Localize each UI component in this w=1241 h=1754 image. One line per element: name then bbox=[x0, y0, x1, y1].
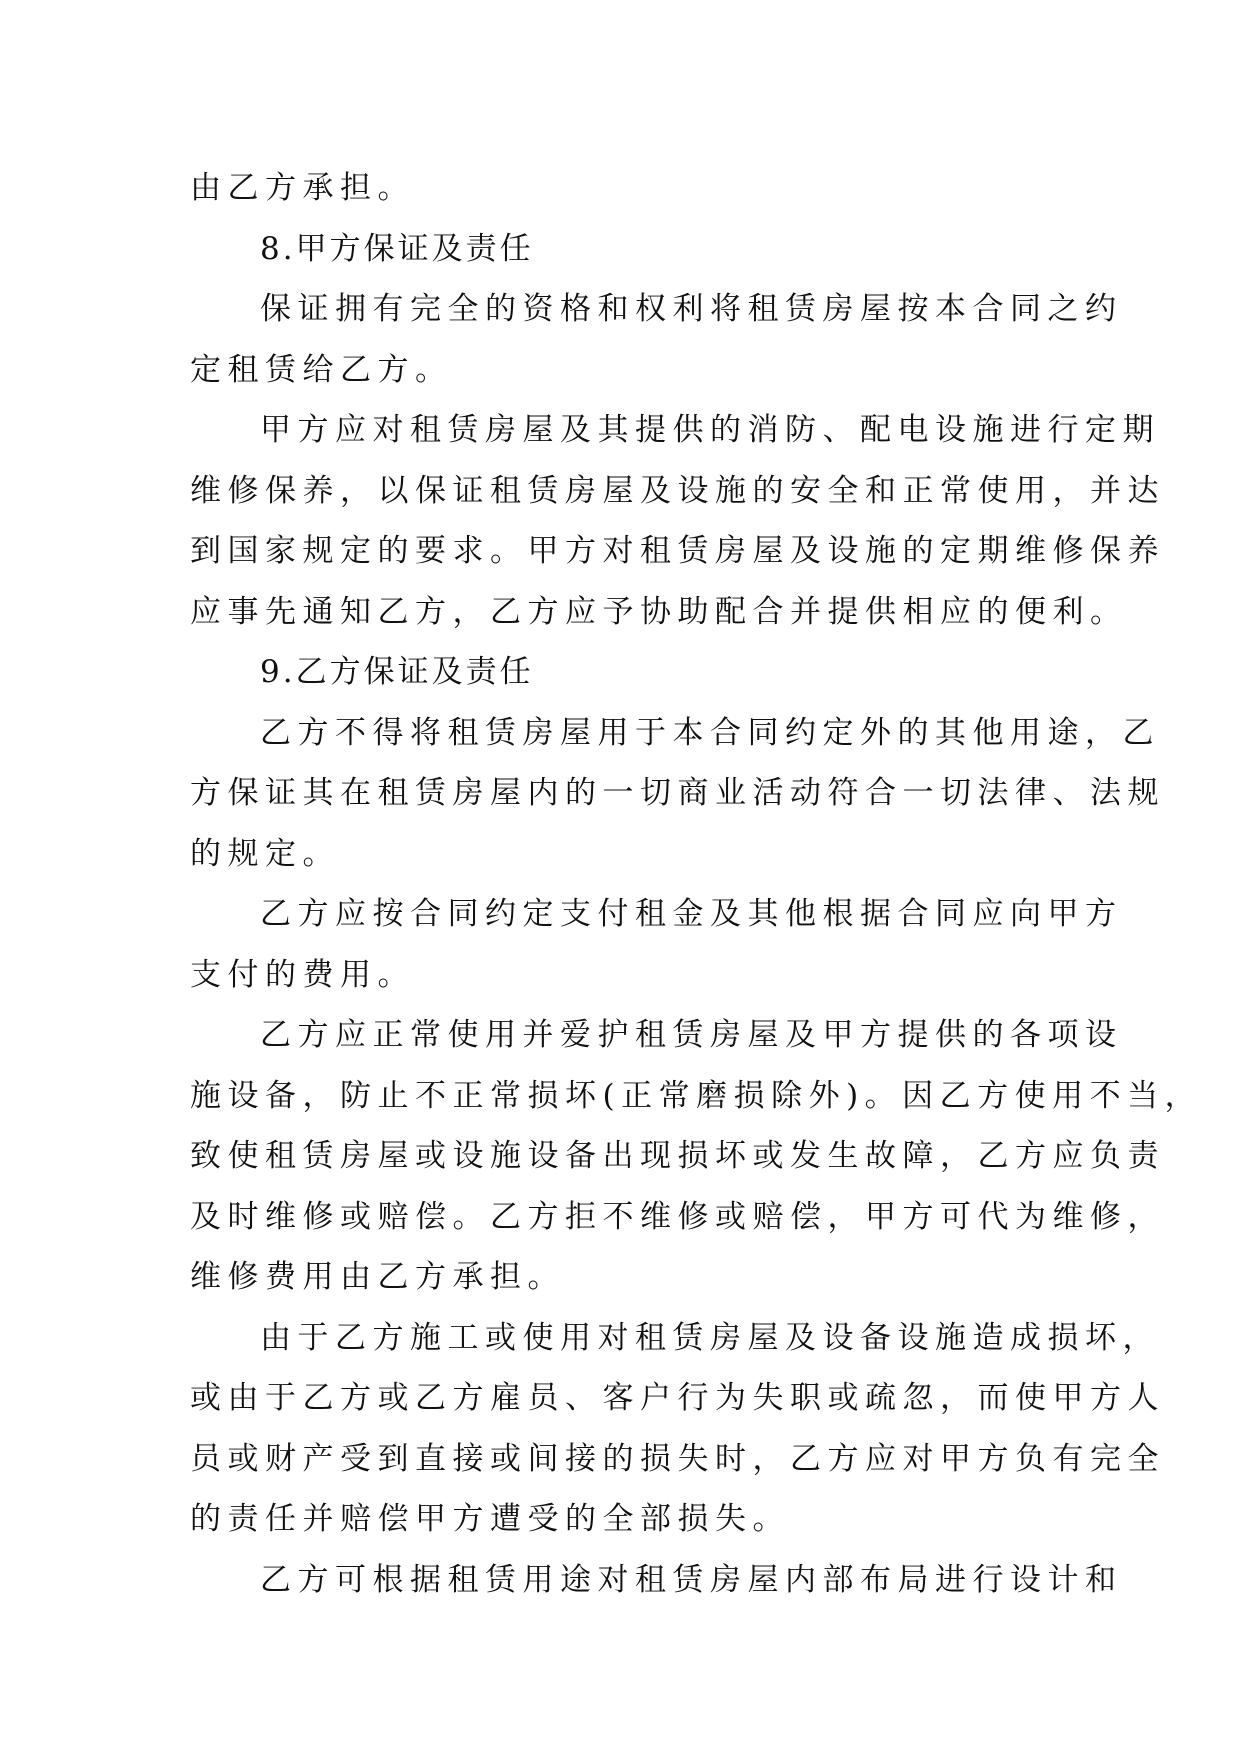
text-line: 支付的费用。 bbox=[190, 956, 415, 993]
text-line: 乙方可根据租赁用途对租赁房屋内部布局进行设计和 bbox=[260, 1561, 1123, 1598]
text-line: 维修保养，以保证租赁房屋及设施的安全和正常使用，并达 bbox=[190, 472, 1165, 509]
text-line: 应事先通知乙方，乙方应予协助配合并提供相应的便利。 bbox=[190, 593, 1128, 630]
text-line: 由乙方承担。 bbox=[190, 170, 415, 206]
text-line: 的责任并赔偿甲方遭受的全部损失。 bbox=[190, 1501, 790, 1537]
text-line: 甲方应对租赁房屋及其提供的消防、配电设施进行定期 bbox=[260, 412, 1160, 448]
text-line: 乙方应按合同约定支付租金及其他根据合同应向甲方 bbox=[260, 896, 1123, 932]
document-body bbox=[190, 158, 1203, 1610]
text-line: 乙方应正常使用并爱护租赁房屋及甲方提供的各项设 bbox=[260, 1017, 1123, 1053]
section-heading-8: 8.甲方保证及责任 bbox=[260, 230, 534, 267]
text-line: 的规定。 bbox=[190, 835, 340, 872]
text-line: 由于乙方施工或使用对租赁房屋及设备设施造成损坏， bbox=[260, 1319, 1160, 1356]
text-line: 员或财产受到直接或间接的损失时，乙方应对甲方负有完全 bbox=[190, 1440, 1165, 1477]
text-line: 方保证其在租赁房屋内的一切商业活动符合一切法律、法规 bbox=[190, 775, 1165, 811]
text-line: 保证拥有完全的资格和权利将租赁房屋按本合同之约 bbox=[260, 291, 1123, 327]
text-line: 乙方不得将租赁房屋用于本合同约定外的其他用途，乙 bbox=[260, 714, 1160, 751]
text-line: 致使租赁房屋或设施设备出现损坏或发生故障，乙方应负责 bbox=[190, 1138, 1165, 1174]
text-line: 维修费用由乙方承担。 bbox=[190, 1259, 565, 1295]
section-heading-9: 9.乙方保证及责任 bbox=[260, 654, 534, 690]
text-line: 到国家规定的要求。甲方对租赁房屋及设施的定期维修保养 bbox=[190, 533, 1165, 569]
text-line: 定租赁给乙方。 bbox=[190, 351, 453, 388]
text-line: 及时维修或赔偿。乙方拒不维修或赔偿，甲方可代为维修， bbox=[190, 1198, 1165, 1235]
text-line: 或由于乙方或乙方雇员、客户行为失职或疏忽，而使甲方人 bbox=[190, 1380, 1165, 1416]
text-line: 施设备，防止不正常损坏(正常磨损除外)。因乙方使用不当， bbox=[190, 1077, 1203, 1114]
